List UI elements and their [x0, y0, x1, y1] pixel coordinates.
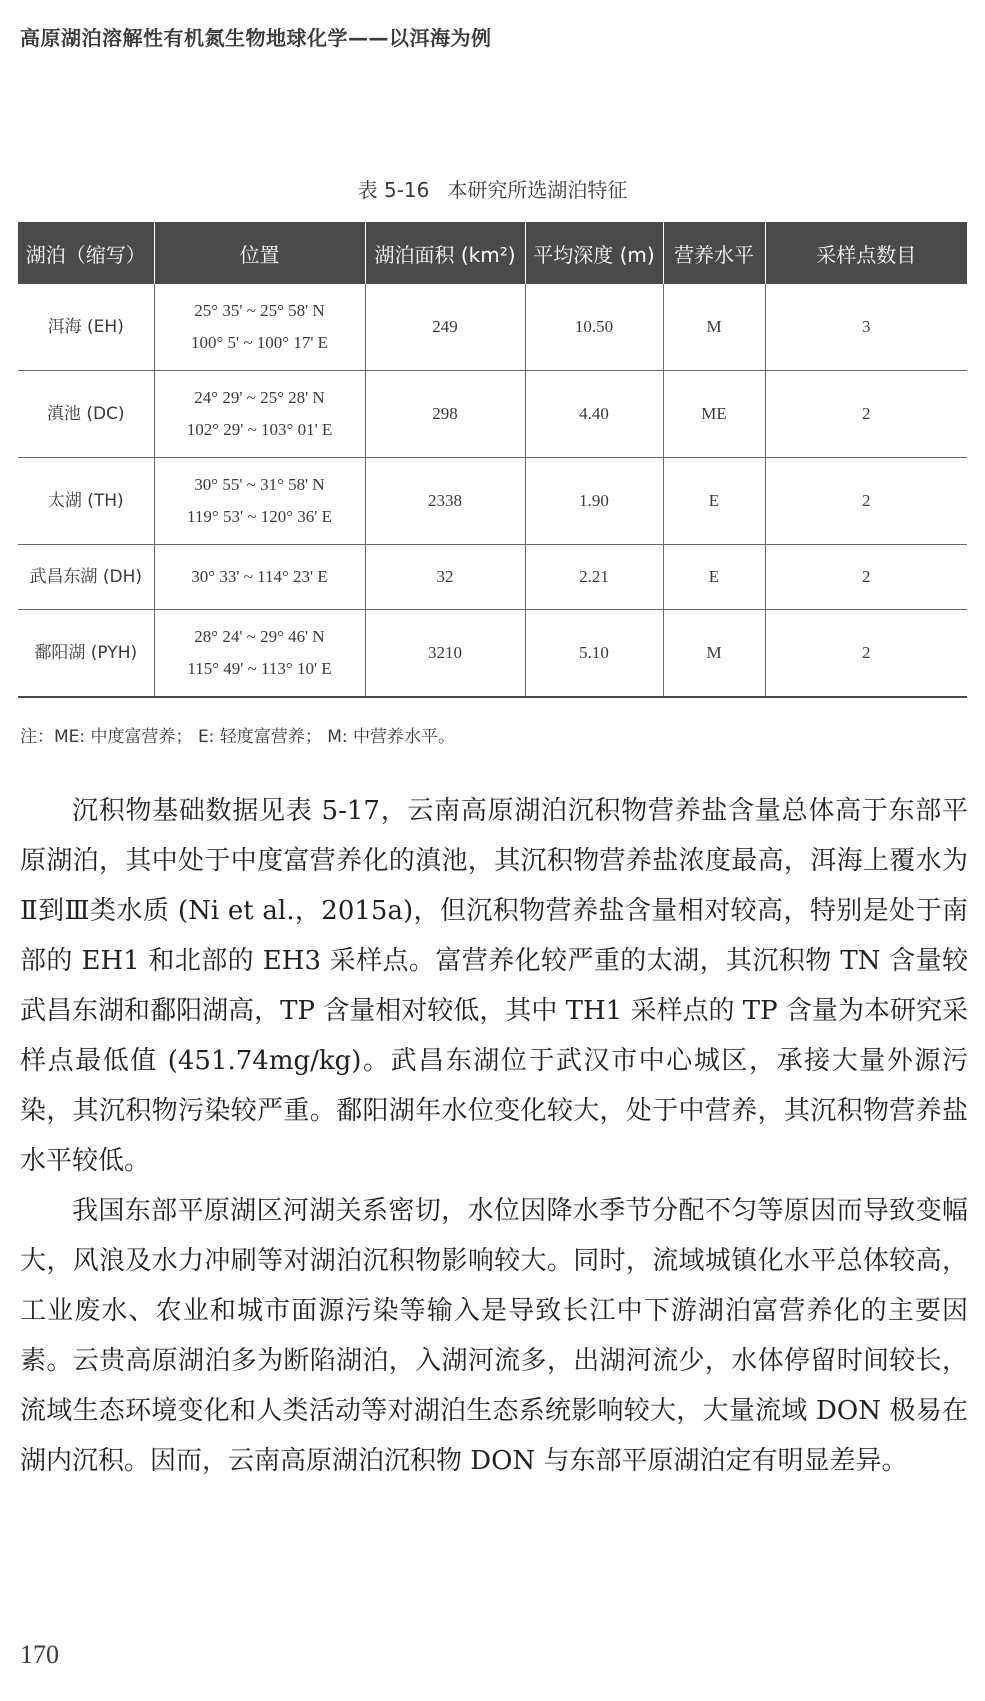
- cell-lake: 洱海 (EH): [18, 284, 154, 371]
- table-caption-number: 表 5-16: [357, 178, 430, 202]
- cell-area: 2338: [365, 458, 525, 545]
- table-row: [18, 284, 967, 371]
- cell-depth: 10.50: [525, 284, 663, 371]
- table-caption-title: 本研究所选湖泊特征: [447, 178, 628, 202]
- header-depth: 平均深度 (m): [525, 222, 663, 284]
- cell-area: 298: [365, 371, 525, 458]
- paragraph: 我国东部平原湖区河湖关系密切，水位因降水季节分配不匀等原因而导致变幅大，风浪及水力冲刷等对湖泊沉积物影响较大。同时，流域城镇化水平总体较高，工业废水、农业和城市面源污染等输入是导致长江中下游湖泊富营养化的主要因素。云贵高原湖泊多为断陷湖泊，入湖河流多，出湖河流少，水体停留时间较长，流域生态环境变化和人类活动等对湖泊生态系统影响较大，大量流域 DON 极易在湖内沉积。因而，云南高原湖泊沉积物 DON 与东部平原湖泊定有明显差异。: [20, 1196, 968, 1476]
- cell-area: 3210: [365, 610, 525, 698]
- cell-trophic: E: [663, 545, 765, 610]
- page-number: 170: [20, 1640, 59, 1669]
- location-line: 100° 5' ~ 100° 17' E: [190, 333, 329, 352]
- lake-characteristics-table: [18, 222, 967, 698]
- cell-trophic: M: [663, 284, 765, 371]
- table-caption: [0, 174, 985, 203]
- cell-depth: 1.90: [525, 458, 663, 545]
- table-row: [18, 610, 967, 698]
- table-row: [18, 458, 967, 545]
- location-line: 25° 35' ~ 25° 58' N: [194, 301, 325, 320]
- header-lake: 湖泊（缩写）: [18, 222, 154, 284]
- cell-area: 32: [365, 545, 525, 610]
- cell-location: [154, 284, 365, 371]
- cell-location: [154, 458, 365, 545]
- header-area: 湖泊面积 (km²): [365, 222, 525, 284]
- cell-area: 249: [365, 284, 525, 371]
- cell-sites: 2: [765, 371, 967, 458]
- location-line: 24° 29' ~ 25° 28' N: [194, 388, 325, 407]
- cell-location: [154, 545, 365, 610]
- cell-lake: 武昌东湖 (DH): [18, 545, 154, 610]
- table-header-row: [18, 222, 967, 284]
- cell-sites: 2: [765, 458, 967, 545]
- location-line: 102° 29' ~ 103° 01' E: [186, 420, 333, 439]
- body-text: [20, 786, 968, 1486]
- header-trophic: 营养水平: [663, 222, 765, 284]
- cell-lake: 鄱阳湖 (PYH): [18, 610, 154, 698]
- cell-depth: 2.21: [525, 545, 663, 610]
- running-head: 高原湖泊溶解性有机氮生物地球化学——以洱海为例: [20, 26, 492, 50]
- header-sites: 采样点数目: [765, 222, 967, 284]
- location-line: 28° 24' ~ 29° 46' N: [194, 627, 325, 646]
- cell-location: [154, 610, 365, 698]
- table-row: [18, 545, 967, 610]
- location-line: 30° 55' ~ 31° 58' N: [194, 475, 325, 494]
- location-line: 115° 49' ~ 113° 10' E: [187, 659, 332, 678]
- table-note: 注：ME: 中度富营养； E: 轻度富营养； M: 中营养水平。: [20, 727, 456, 747]
- cell-trophic: M: [663, 610, 765, 698]
- cell-sites: 2: [765, 545, 967, 610]
- cell-trophic: E: [663, 458, 765, 545]
- cell-depth: 5.10: [525, 610, 663, 698]
- header-location: 位置: [154, 222, 365, 284]
- cell-lake: 滇池 (DC): [18, 371, 154, 458]
- cell-sites: 3: [765, 284, 967, 371]
- table-row: [18, 371, 967, 458]
- cell-trophic: ME: [663, 371, 765, 458]
- cell-lake: 太湖 (TH): [18, 458, 154, 545]
- paragraph: 沉积物基础数据见表 5-17，云南高原湖泊沉积物营养盐含量总体高于东部平原湖泊，其中处于中度富营养化的滇池，其沉积物营养盐浓度最高，洱海上覆水为Ⅱ到Ⅲ类水质 (Ni et al.，2015a)，但沉积物营养盐含量相对较高，特别是处于南部的 EH1 和北部的 EH3 采样点。富营养化较严重的太湖，其沉积物 TN 含量较武昌东湖和鄱阳湖高，TP 含量相对较低，其中 TH1 采样点的 TP 含量为本研究采样点最低值 (451.74mg/kg)。武昌东湖位于武汉市中心城区，承接大量外源污染，其沉积物污染较严重。鄱阳湖年水位变化较大，处于中营养，其沉积物营养盐水平较低。: [20, 796, 968, 1176]
- cell-location: [154, 371, 365, 458]
- location-line: 119° 53' ~ 120° 36' E: [187, 507, 332, 526]
- cell-depth: 4.40: [525, 371, 663, 458]
- location-line: 30° 33' ~ 114° 23' E: [191, 567, 328, 586]
- cell-sites: 2: [765, 610, 967, 698]
